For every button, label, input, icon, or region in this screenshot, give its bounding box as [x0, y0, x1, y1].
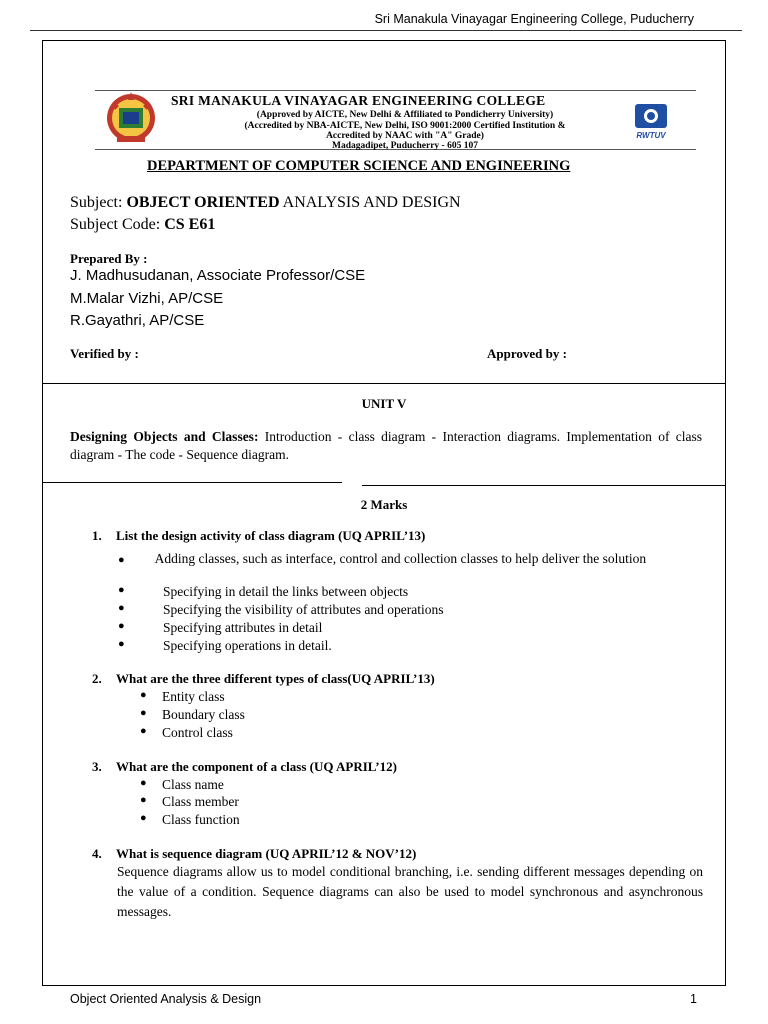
prepared-by-label: Prepared By :	[70, 251, 148, 266]
bullet-icon: ●	[118, 620, 125, 632]
unit-title: UNIT V	[361, 396, 407, 411]
bullet-icon: ●	[140, 689, 147, 701]
answer-paragraph: Sequence diagrams allow us to model conditional branching, i.e. sending different messages depending on the value of a condition. Sequence diagrams can also be used to model synchronous and asynchronous messages.	[117, 864, 703, 919]
bullet-text: Specifying the visibility of attributes and operations	[163, 602, 444, 617]
bullet-icon: ●	[140, 812, 147, 824]
bullet-icon: ●	[140, 725, 147, 737]
accreditation-line: (Accredited by NBA-AICTE, New Delhi, ISO 9001:2000 Certified Institution &	[244, 121, 566, 131]
bullet-icon: ●	[118, 554, 125, 566]
college-banner	[95, 88, 696, 150]
bullet-text: Specifying attributes in detail	[163, 620, 323, 635]
question-number: 2.	[92, 671, 102, 686]
page-number: 1	[690, 992, 697, 1006]
running-header: Sri Manakula Vinayagar Engineering College, Puducherry	[374, 12, 694, 26]
section-divider	[42, 482, 342, 483]
question-text: What are the component of a class (UQ APRIL’12)	[116, 759, 397, 774]
naac-line: Accredited by NAAC with "A" Grade)	[326, 131, 484, 141]
question-number: 4.	[92, 846, 102, 861]
question-heading	[92, 528, 425, 544]
unit-description	[70, 428, 702, 464]
unit-desc-label: Designing Objects and Classes:	[70, 429, 259, 444]
college-logo-icon	[103, 88, 159, 146]
banner-top-line	[95, 90, 696, 91]
certification-logo-icon	[631, 102, 671, 142]
subject-line	[70, 194, 461, 212]
footer-title: Object Oriented Analysis & Design	[70, 992, 262, 1006]
bullet-text: Specifying in detail the links between objects	[163, 584, 409, 599]
bullet-icon: ●	[118, 584, 125, 596]
section-divider	[42, 383, 726, 384]
preparer-name: J. Madhusudanan, Associate Professor/CSE	[70, 267, 366, 284]
question-heading	[92, 759, 397, 775]
question-number: 1.	[92, 528, 102, 543]
bullet-text: Class member	[162, 794, 239, 809]
address-line: Madagadipet, Puducherry - 605 107	[332, 141, 478, 151]
bullet-text: Class name	[162, 777, 224, 792]
approval-line: (Approved by AICTE, New Delhi & Affiliated to Pondicherry University)	[256, 110, 554, 120]
bullet-text: Entity class	[162, 689, 225, 704]
page-frame	[42, 40, 726, 986]
question-number: 3.	[92, 759, 102, 774]
subject-name-bold: OBJECT ORIENTED	[126, 194, 280, 211]
bullet-text: Specifying operations in detail.	[163, 638, 332, 653]
cert-mark-text: RWTUV	[636, 131, 666, 140]
question-heading	[92, 671, 435, 687]
question-text: List the design activity of class diagram (UQ APRIL’13)	[116, 528, 426, 543]
bullet-text: Class function	[162, 812, 240, 827]
subject-code-line	[70, 216, 215, 234]
bullet-icon: ●	[118, 638, 125, 650]
question-heading	[92, 846, 416, 862]
approved-by-label: Approved by :	[487, 346, 567, 361]
bullet-text: Control class	[162, 725, 233, 740]
preparer-name: M.Malar Vizhi, AP/CSE	[70, 290, 224, 307]
subject-name-rest: ANALYSIS AND DESIGN	[279, 194, 461, 211]
bullet-text: Adding classes, such as interface, control and collection classes to help deliver the solution	[154, 551, 647, 566]
question-text: What is sequence diagram (UQ APRIL’12 & NOV’12)	[116, 846, 417, 861]
bullet-icon: ●	[118, 602, 125, 614]
bullet-icon: ●	[140, 707, 147, 719]
bullet-icon: ●	[140, 794, 147, 806]
subject-code-label: Subject Code:	[70, 216, 165, 233]
section-divider	[362, 485, 726, 486]
subject-label: Subject:	[70, 194, 127, 211]
question-text: What are the three different types of class(UQ APRIL’13)	[116, 671, 435, 686]
preparer-name: R.Gayathri, AP/CSE	[70, 312, 205, 329]
unit-desc-text: Introduction - class diagram - Interaction diagrams. Implementation of class diagram - The code - Sequence diagram.	[70, 429, 702, 462]
subject-code: CS E61	[164, 216, 216, 233]
header-rule	[30, 30, 742, 31]
list-item	[118, 550, 703, 569]
marks-section-title: 2 Marks	[360, 497, 408, 512]
bullet-icon: ●	[140, 777, 147, 789]
college-name: SRI MANAKULA VINAYAGAR ENGINEERING COLLEGE	[171, 93, 546, 108]
department-title: DEPARTMENT OF COMPUTER SCIENCE AND ENGINEERING	[147, 158, 571, 174]
bullet-text: Boundary class	[162, 707, 245, 722]
verified-by-label: Verified by :	[70, 346, 139, 361]
